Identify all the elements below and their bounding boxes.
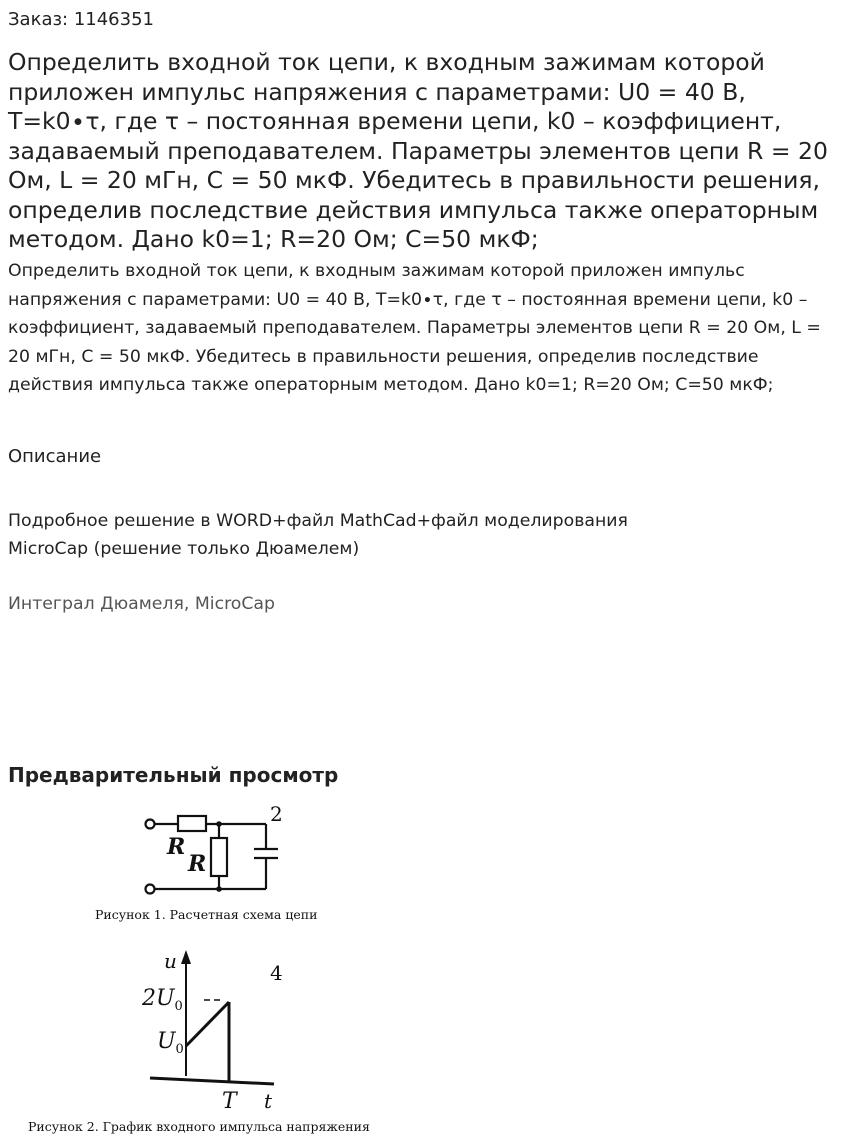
series-resistor-label: R xyxy=(167,834,186,860)
u-axis-arrow xyxy=(181,950,191,964)
circuit-diagram xyxy=(140,800,290,900)
shunt-resistor-label: R xyxy=(188,851,207,877)
label-2u0: $2U_0$ xyxy=(142,986,183,1014)
circuit-variant-number: 2 xyxy=(270,802,283,826)
description-line-2: MicroCap (решение только Дюамелем) xyxy=(8,539,360,559)
graph-variant-number: 4 xyxy=(270,961,283,985)
t-axis xyxy=(150,1078,274,1084)
tags-list xyxy=(8,593,275,615)
circuit-node-bottom xyxy=(216,886,222,892)
description-text xyxy=(8,507,708,563)
input-terminal-bottom xyxy=(146,885,155,894)
label-T: T xyxy=(222,1089,237,1114)
tag-separator: , xyxy=(183,594,195,614)
tag-link-microcap[interactable]: MicroCap xyxy=(194,594,275,614)
series-resistor xyxy=(178,816,206,831)
description-line-1: Подробное решение в WORD+файл MathCad+файл моделирования xyxy=(8,511,628,531)
task-description: Определить входной ток цепи, к входным зажимам которой приложен импульс напряжения с параметрами: U0 = 40 В, T=k0∙τ, где τ – постоянная времени цепи, k0 – коэффициент, задаваемый преподавателем. Параметры элементов цепи R = 20 Ом, L = 20 мГн, C = 50 мкФ. Убедитесь в правильности решения, определив последствие действия импульса также операторным методом. Дано k0=1; R=20 Ом; C=50 мкФ; xyxy=(8,261,821,395)
tag-link-duhamel[interactable]: Интеграл Дюамеля xyxy=(8,594,184,614)
description-heading: Описание xyxy=(8,446,102,467)
task-title: Определить входной ток цепи, к входным зажимам которой приложен импульс напряжения с параметрами: U0 = 40 В, T=k0∙τ, где τ – постоянная времени цепи, k0 – коэффициент, задаваемый преподавателем. Параметры элементов цепи R = 20 Ом, L = 20 мГн, C = 50 мкФ. Убедитесь в правильности решения, определив последствие действия импульса также операторным методом. Дано k0=1; R=20 Ом; C=50 мкФ; xyxy=(8,48,828,253)
circuit-node-top xyxy=(216,821,222,827)
input-terminal-top xyxy=(146,820,155,829)
t-axis-label: t xyxy=(264,1089,273,1113)
figure-2-caption: Рисунок 2. График входного импульса напряжения xyxy=(28,1119,370,1134)
shunt-resistor xyxy=(211,838,227,876)
pulse-ramp xyxy=(186,1002,229,1046)
label-u0: $U_0$ xyxy=(157,1029,184,1057)
figure-1-caption: Рисунок 1. Расчетная схема цепи xyxy=(95,907,318,922)
order-number: Заказ: 1146351 xyxy=(8,9,154,30)
u-axis-label: u xyxy=(164,949,177,973)
voltage-pulse-graph xyxy=(140,948,290,1118)
preview-heading: Предварительный просмотр xyxy=(8,763,339,787)
